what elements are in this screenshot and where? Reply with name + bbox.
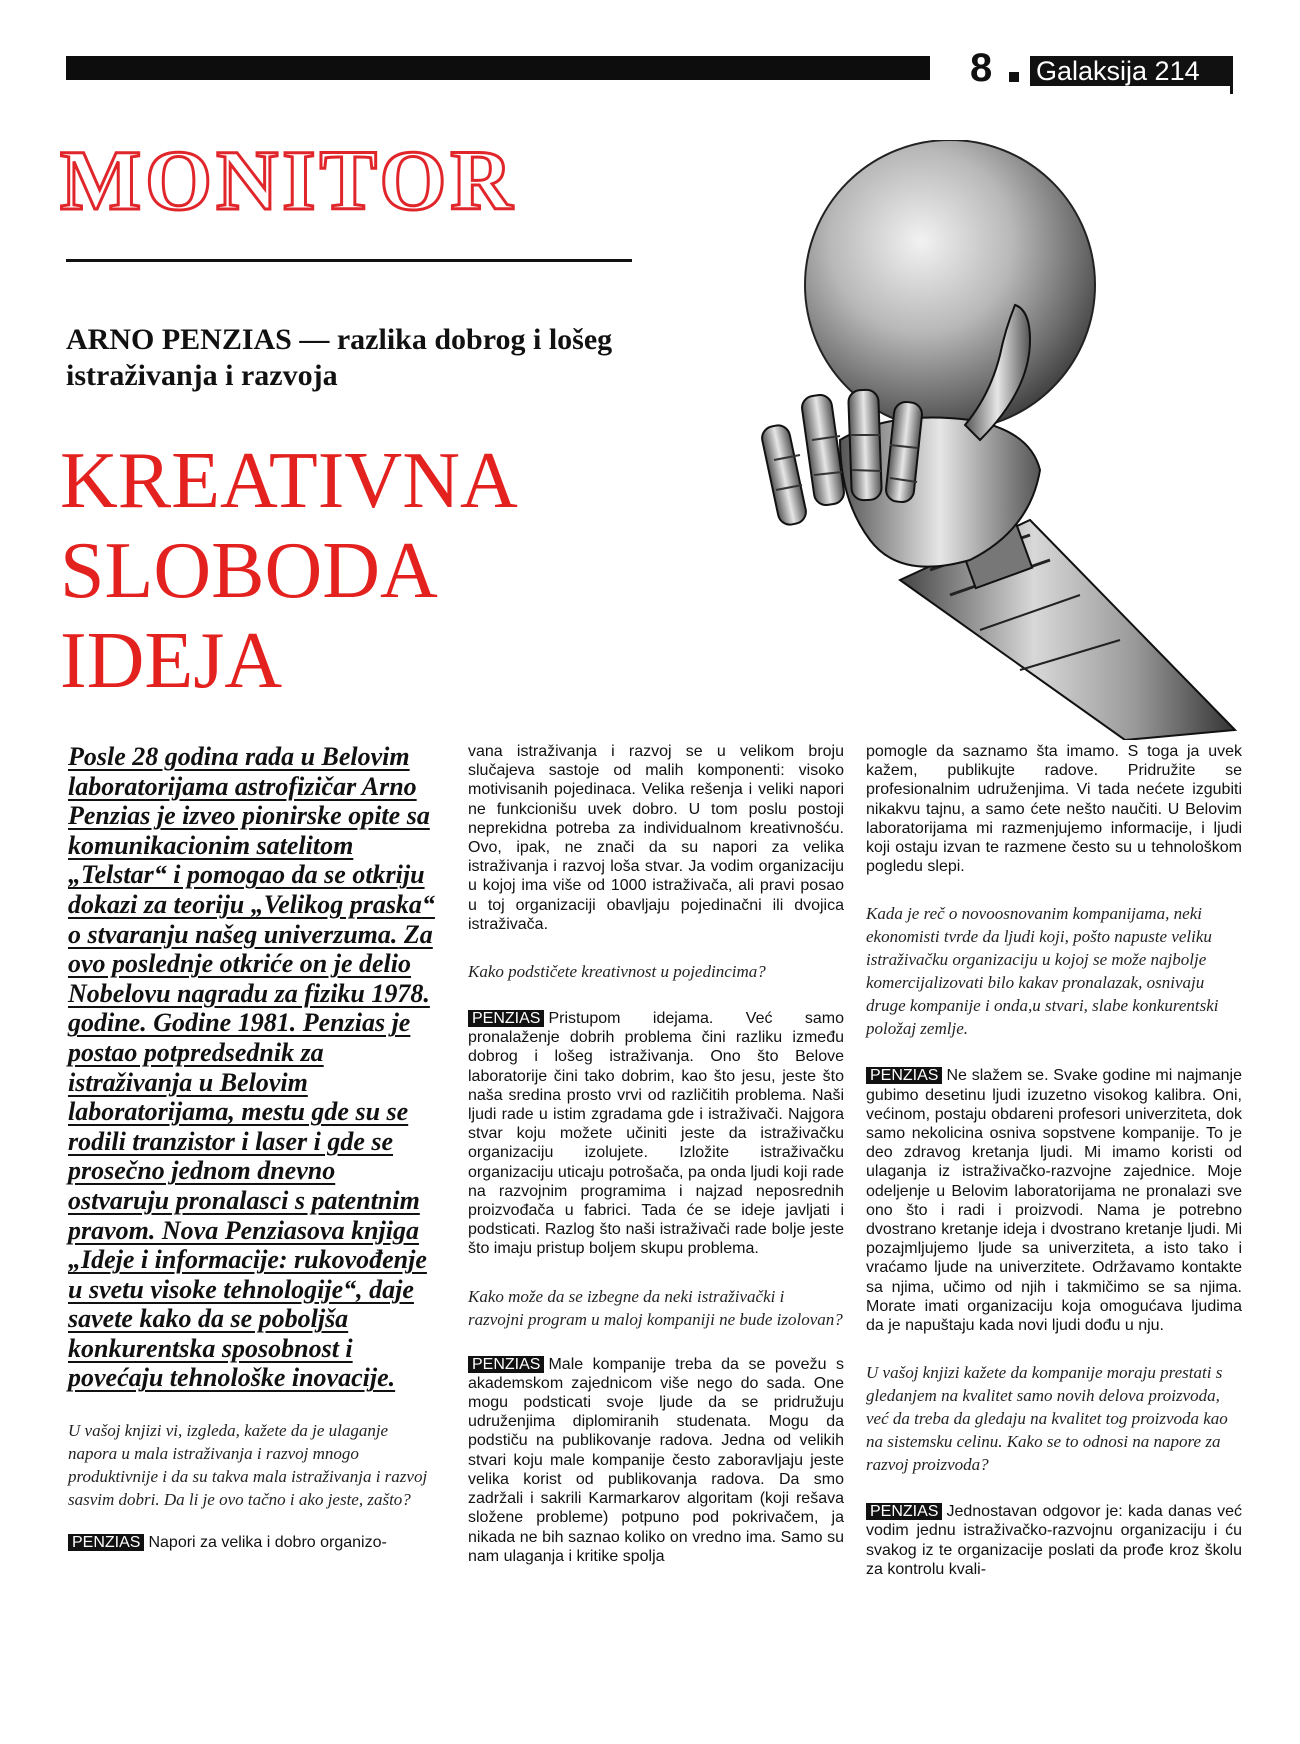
- speaker-tag: PENZIAS: [68, 1534, 144, 1551]
- interview-answer-continued: pomogle da saznamo šta imamo. S toga ja uvek kažem, publikujte radove. Pridružite se profesionalnim udruženjima. Vi tada nećete izgubiti nikakvu tajnu, a samo ćete nešto naučiti. U Belovim laboratorijama mi razmenjujemo informacije, i ljudi koji ostaju izvan te razmene često su u tehnološkom pogledu slepi.: [866, 743, 1242, 876]
- side-number: 90: [1214, 64, 1236, 87]
- interview-question: Kako može da se izbegne da neki istraživački i razvojni program u maloj kompaniji ne bude izolovan?: [468, 1286, 843, 1329]
- header-bar: [66, 56, 930, 80]
- speaker-tag: PENZIAS: [468, 1010, 544, 1027]
- column-3: [866, 742, 1242, 1579]
- interview-question: Kako podstičete kreativnost u pojedincima?: [468, 962, 766, 982]
- interview-answer: PENZIAS Pristupom idejama. Već samo pronalaženje dobrih problema čini razliku između dobrog i lošeg istraživanja. Ono što Belove laboratorije čini tako dobrim, kao što jesu, jeste što naša sredina prosto vrvi od različitih problema. Naši ljudi rade u istim zgradama gde i istraživači. Najgora stvar koju možete učiniti jeste da istraživačku organizaciju izolujete. Izložite istraživačku organizaciju uticaju potrošača, pa onda ljudi koji rade na razvojnim programima i najzad neposrednih proizvođača u fabrici. Tada će se ideje javljati i podsticati. Razlog što naši istraživači rade bolje jeste što imaju pristup boljem skupu problema.: [468, 1010, 844, 1258]
- magazine-label: Galaksija 214: [1030, 56, 1230, 86]
- headline-line-2: SLOBODA: [60, 527, 438, 615]
- article-deck: ARNO PENZIAS — razlika dobrog i lošeg istraživanja i razvoja: [66, 323, 613, 392]
- interview-question: U vašoj knjizi vi, izgleda, kažete da je ulaganje napora u mala istraživanja i razvoj mnogo produktivnije i da su takva mala istraživanja i razvoj sasvim dobri. Da li je ovo tačno i ako jeste, zašto?: [68, 1421, 428, 1510]
- interview-question: U vašoj knjizi kažete da kompanije moraju prestati s gledanjem na kvalitet samo novih delova proizvoda, već da treba da gledaju na kvalitet tog proizvoda kao na sistemsku celinu. Kako se to odnosi na napore za razvoj proizvoda?: [866, 1363, 1228, 1475]
- headline-line-3: IDEJA: [60, 617, 283, 705]
- interview-answer-continued: vana istraživanja i razvoj se u velikom broju slučajeva sastoje od malih komponenti: visoko motivisanih pojedinaca. Velika rešenja i veliki napori ne funkcionišu uvek dobro. U tom poslu postoji neprekidna potreba za individualnom kreativnošću. Ovo, ipak, ne znači da su napori za velika istraživanja i razvoj loša stvar. Ja vodim organizaciju u kojoj ima više od 1000 istraživača, ali pravi posao u toj organizaciji obavljaju pojedinačni ili dvojica istraživača.: [468, 743, 844, 933]
- speaker-tag: PENZIAS: [866, 1067, 942, 1084]
- interview-answer: PENZIAS Napori za velika i dobro organizo-: [68, 1533, 440, 1552]
- robot-hand-sphere-illustration: [730, 140, 1250, 740]
- speaker-tag: PENZIAS: [468, 1356, 544, 1373]
- header-bullet: [1009, 72, 1019, 82]
- page-number: 8: [970, 46, 993, 90]
- column-1: [68, 742, 440, 1552]
- column-2: [468, 742, 844, 1566]
- section-title: MONITOR: [60, 132, 517, 228]
- speaker-tag: PENZIAS: [866, 1503, 942, 1520]
- title-rule: [66, 259, 632, 262]
- interview-answer: PENZIAS Jednostavan odgovor je: kada danas već vodim jednu istraživačko-razvojnu organizaciju i ću svakog iz te organizacije poslati da prođe kroz školu za kontrolu kvali-: [866, 1503, 1242, 1578]
- article-headline: [60, 436, 660, 706]
- interview-answer: PENZIAS Ne slažem se. Svake godine mi najmanje gubimo desetinu ljudi izuzetno visokog kalibra. Oni, većinom, postaju obdareni profesori univerziteta, dok samo nekolicina osniva sopstvene kompanije. To je deo zdravog kretanja ljudi. Mi imamo koristi od ulaganja iz istraživačko-razvojne zajednice. Moje odeljenje u Belovim laboratorijama ne pronalazi sve ono što i radi i proizvodi. Nama je potrebno dvostrano kretanje ideja i dvostrano kretanje ljudi. Mi pozajmljujemo ljude sa univerziteta, a isto tako i vraćamo ljude na univerzitete. Održavamo kontakte sa njima, učimo od njih i takmičimo se sa njima. Morate imati organizaciju koja omogućava ljudima da je napuštaju kada novi ljudi dođu u nju.: [866, 1067, 1242, 1335]
- interview-question: Kada je reč o novoosnovanim kompanijama, neki ekonomisti tvrde da ljudi koji, pošto napuste veliku istraživačku organizaciju u kojoj se može najbolje komercijalizovati bilo kakav pronalazak, osnivaju druge kompanije i onda,u stvari, slabe konkurentski položaj zemlje.: [866, 904, 1219, 1039]
- headline-line-1: KREATIVNA: [60, 437, 518, 525]
- interview-answer: PENZIAS Male kompanije treba da se povežu s akademskom zajednicom više nego do sada. One mogu podsticati svoje ljude da se pridružuju udruženjima diplomiranih studenata. Mogu da podstiču na publikovanje radova. Jedna od velikih stvari koju male kompanije često zaboravljaju jeste velika korist od publikovanja radova. Da smo zadržali i sakrili Karmarkarov algoritam (koji rešava složene probleme) potpuno pod pokrivačem, ja nikada ne bih saznao koliko on vredno ima. Samo su nam ulaganja i kritike spolja: [468, 1355, 844, 1565]
- lead-paragraph: Posle 28 godina rada u Belovim laboratorijama astrofizičar Arno Penzias je izveo pionirske opite sa komunikacionim satelitom „Telstar“ i pomogao da se otkriju dokazi za teoriju „Velikog praska“ o stvaranju našeg univerzuma. Za ovo poslednje otkriće on je delio Nobelovu nagradu za fiziku 1978. godine. Godine 1981. Penzias je postao potpredsednik za istraživanja u Belovim laboratorijama, mestu gde su se rodili tranzistor i laser i gde se prosečno jednom dnevno ostvaruju pronalasci s patentnim pravom. Nova Penziasova knjiga „Ideje i informacije: rukovođenje u svetu visoke tehnologije“, daje savete kako da se poboljša konkurentska sposobnost i povećaju tehnološke inovacije.: [68, 742, 435, 1393]
- sphere: [805, 140, 1095, 430]
